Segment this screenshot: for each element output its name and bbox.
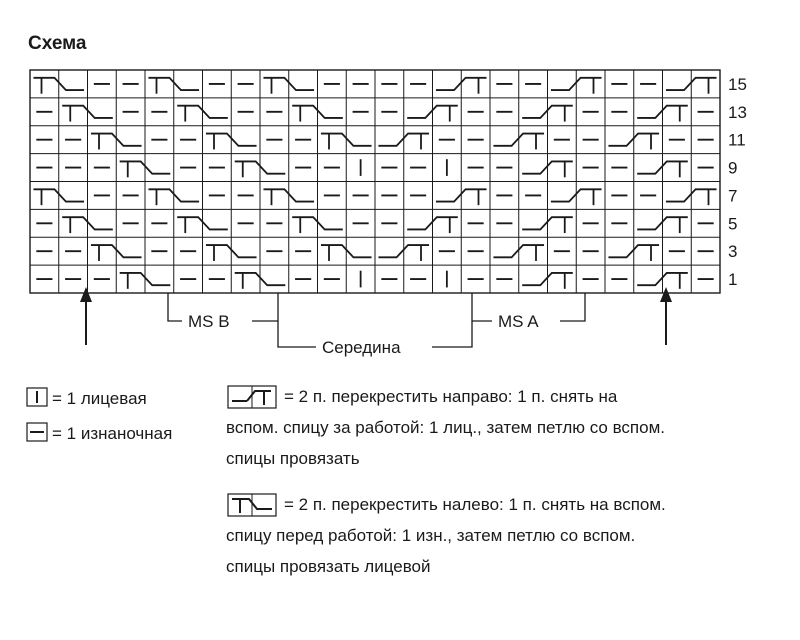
- legend-knit-label: = 1 лицевая: [52, 389, 147, 408]
- chart-grid: [30, 70, 720, 293]
- row-number-11: 11: [728, 130, 746, 150]
- knit-stitch-icon: [26, 387, 48, 407]
- row-numbers: [728, 75, 747, 289]
- arrow-left-icon: [80, 287, 92, 345]
- row-number-3: 3: [728, 242, 738, 262]
- cross-left-description: = 2 п. перекрестить налево: 1 п. снять на вспом. спицу перед работой: 1 изн., затем петлю со вспом. спицы провязать лицевой: [226, 495, 666, 576]
- row-number-15: 15: [728, 74, 747, 94]
- row-number-1: 1: [728, 270, 738, 290]
- row-number-5: 5: [728, 214, 738, 234]
- label-ms-a: MS A: [498, 312, 539, 331]
- row-number-7: 7: [728, 186, 738, 206]
- label-middle: Середина: [322, 338, 401, 357]
- legend-purl-label: = 1 изнаночная: [52, 424, 173, 443]
- row-number-13: 13: [728, 102, 747, 122]
- row-number-9: 9: [728, 158, 738, 178]
- cross-right-description: = 2 п. перекрестить направо: 1 п. снять на вспом. спицу за работой: 1 лиц., затем петлю со вспом. спицы провязать: [226, 387, 666, 468]
- arrow-right-icon: [660, 287, 672, 345]
- chart-title: Схема: [28, 33, 87, 54]
- purl-stitch-icon: [26, 422, 48, 442]
- label-ms-b: MS B: [188, 312, 230, 331]
